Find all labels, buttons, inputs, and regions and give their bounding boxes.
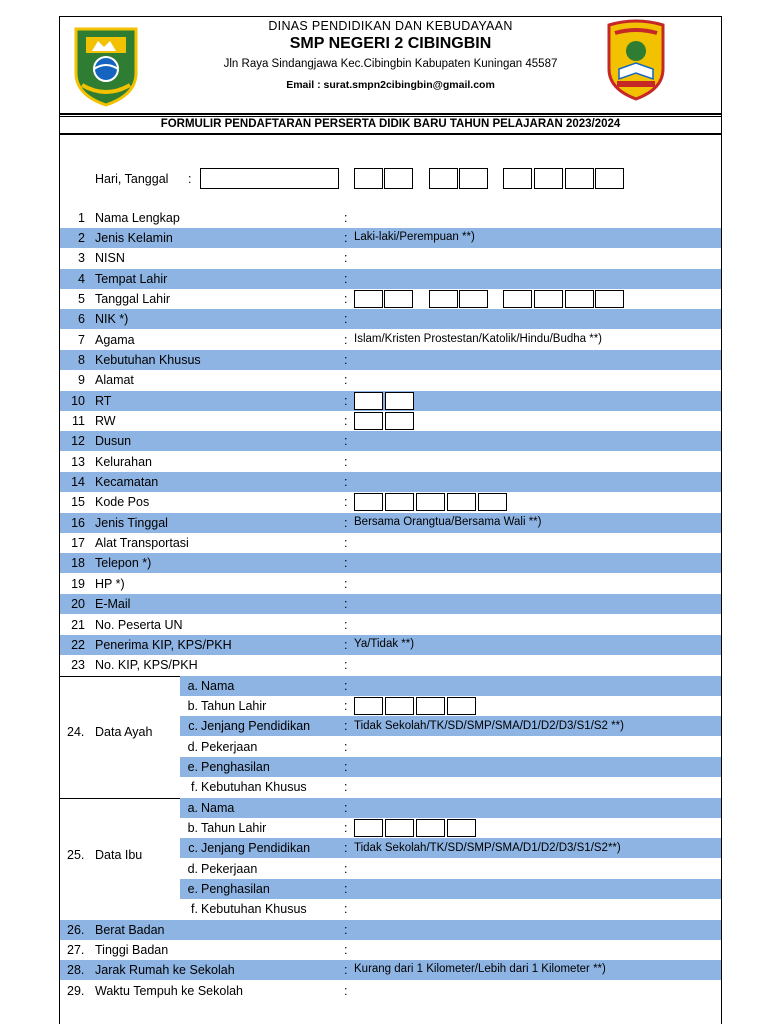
row-colon: : — [344, 414, 348, 428]
row-number: 7 — [78, 332, 85, 347]
row-colon: : — [344, 556, 348, 571]
row-15-digit-box-3[interactable] — [416, 493, 445, 511]
sub-colon: : — [344, 882, 348, 897]
form-row-23 — [60, 655, 721, 675]
group-label: Data Ayah — [95, 725, 153, 740]
row-value[interactable]: Ya/Tidak **) — [354, 637, 415, 650]
date-colon: : — [188, 172, 192, 186]
row-label: E-Mail — [95, 597, 131, 612]
sub-label: Tahun Lahir — [201, 698, 267, 713]
form-row-2 — [60, 228, 721, 248]
row-15-digit-box-2[interactable] — [385, 493, 414, 511]
group-divider — [60, 798, 180, 799]
ayah-tahun-lahir-digit-box-4[interactable] — [447, 697, 476, 715]
row-colon: : — [344, 495, 348, 510]
hari-tanggal-digit-box-5[interactable] — [503, 168, 532, 189]
form-row-28 — [60, 960, 721, 980]
year-box-holder — [60, 818, 721, 838]
tanggal-lahir-digit-box-8[interactable] — [595, 290, 624, 308]
row-number: 5 — [78, 291, 85, 306]
row-colon: : — [344, 312, 348, 327]
sub-colon: : — [344, 759, 348, 774]
row-colon: : — [344, 963, 348, 978]
school-name: SMP NEGERI 2 CIBINGBIN — [289, 35, 492, 52]
row-number: 11 — [72, 414, 85, 428]
row-label: Kode Pos — [95, 495, 150, 510]
row-colon: : — [344, 617, 348, 632]
row-label: No. KIP, KPS/PKH — [95, 658, 198, 673]
sub-label: Pekerjaan — [201, 861, 258, 876]
ibu-tahun-lahir-digit-box-2[interactable] — [385, 819, 414, 837]
title-divider — [60, 133, 721, 135]
form-row-5 — [60, 289, 721, 309]
row-colon: : — [344, 922, 348, 937]
row-number: 20 — [71, 597, 85, 612]
row-value[interactable]: Kurang dari 1 Kilometer/Lebih dari 1 Kilometer **) — [354, 963, 606, 976]
sub-label: Nama — [201, 678, 235, 693]
row-11-digit-box-2[interactable] — [385, 412, 414, 430]
form-row-10 — [60, 391, 721, 411]
row-label: HP *) — [95, 576, 125, 591]
row-colon: : — [344, 251, 348, 266]
row-15-digit-box-1[interactable] — [354, 493, 383, 511]
form-row-11 — [60, 411, 721, 431]
row-label: Jenis Kelamin — [95, 230, 173, 245]
hari-tanggal-digit-box-7[interactable] — [565, 168, 594, 189]
sub-letter: f. — [191, 780, 198, 795]
row-colon: : — [344, 373, 348, 388]
row-colon: : — [344, 352, 348, 367]
ibu-tahun-lahir-digit-box-3[interactable] — [416, 819, 445, 837]
sub-colon: : — [344, 841, 348, 856]
sub-label: Kebutuhan Khusus — [201, 780, 307, 795]
date-row — [60, 168, 721, 192]
sub-letter: e. — [187, 882, 198, 897]
row-label: No. Peserta UN — [95, 617, 183, 632]
row-label: Agama — [95, 332, 135, 347]
tanggal-lahir-digit-box-2[interactable] — [384, 290, 413, 308]
form-row-20 — [60, 594, 721, 614]
row-label: Berat Badan — [95, 922, 165, 937]
row-number: 27. — [67, 943, 85, 958]
hari-tanggal-digit-box-4[interactable] — [459, 168, 488, 189]
form-title: FORMULIR PENDAFTARAN PERSERTA DIDIK BARU TAHUN PELAJARAN 2023/2024 — [160, 118, 621, 130]
sub-label: Tahun Lahir — [201, 821, 267, 835]
sub-label: Nama — [201, 800, 235, 815]
row-label: Telepon *) — [95, 556, 152, 571]
row-colon: : — [344, 230, 348, 245]
form-row-16 — [60, 513, 721, 533]
row-number: 3 — [78, 251, 85, 266]
row-number: 9 — [78, 373, 85, 388]
row-number: 16 — [71, 515, 85, 530]
row-label: NISN — [95, 251, 125, 266]
year-box-holder — [60, 696, 721, 716]
row-number: 13 — [71, 454, 85, 469]
sub-letter: e. — [187, 759, 198, 774]
row-number: 21 — [71, 617, 85, 632]
row-colon: : — [344, 271, 348, 286]
day-name-input[interactable] — [200, 168, 339, 189]
school-email: Email : surat.smpn2cibingbin@gmail.com — [286, 79, 495, 91]
row-label: RW — [95, 414, 116, 428]
row-label: RT — [95, 393, 112, 408]
row-label: Kecamatan — [95, 475, 159, 490]
sub-label: Pekerjaan — [201, 739, 258, 754]
form-row-21 — [60, 615, 721, 635]
row-number: 26. — [67, 922, 85, 937]
sub-letter: a. — [187, 800, 198, 815]
tanggal-lahir-digit-box-3[interactable] — [429, 290, 458, 308]
sub-row-nama — [180, 676, 721, 696]
row-number: 22 — [71, 637, 85, 652]
sub-colon: : — [344, 678, 348, 693]
row-number: 18 — [71, 556, 85, 571]
row-label: NIK *) — [95, 312, 129, 327]
form-row-7 — [60, 330, 721, 350]
sub-colon: : — [344, 821, 348, 835]
form-row-17 — [60, 533, 721, 553]
row-label: Penerima KIP, KPS/PKH — [95, 637, 232, 652]
sub-letter: d. — [187, 739, 198, 754]
row-label: Alat Transportasi — [95, 536, 189, 551]
agency-name: DINAS PENDIDIKAN DAN KEBUDAYAAN — [268, 19, 513, 33]
form-row-22 — [60, 635, 721, 655]
form-sheet — [59, 16, 722, 1024]
row-number: 8 — [78, 352, 85, 367]
row-10-digit-box-2[interactable] — [385, 392, 414, 410]
sub-row-nama — [180, 798, 721, 818]
sub-letter: f. — [191, 902, 198, 917]
row-number: 4 — [78, 271, 85, 286]
row-value[interactable]: Laki-laki/Perempuan **) — [354, 230, 475, 243]
ayah-tahun-lahir-digit-box-1[interactable] — [354, 697, 383, 715]
form-row-9 — [60, 370, 721, 390]
sub-label: Penghasilan — [201, 759, 270, 774]
sub-label: Jenjang Pendidikan — [201, 841, 311, 856]
row-label: Alamat — [95, 373, 134, 388]
row-label: Kelurahan — [95, 454, 152, 469]
tanggal-lahir-digit-box-5[interactable] — [503, 290, 532, 308]
row-label: Tanggal Lahir — [95, 291, 171, 306]
sub-row-pekerjaan — [180, 859, 721, 879]
row-colon: : — [344, 475, 348, 490]
form-row-29 — [60, 981, 721, 1001]
sub-letter: d. — [187, 861, 198, 876]
form-row-26 — [60, 920, 721, 940]
date-label: Hari, Tanggal — [95, 172, 169, 186]
row-10-digit-box-1[interactable] — [354, 392, 383, 410]
tanggal-lahir-digit-box-1[interactable] — [354, 290, 383, 308]
row-label: Waktu Tempuh ke Sekolah — [95, 983, 243, 998]
sub-value[interactable]: Tidak Sekolah/TK/SD/SMP/SMA/D1/D2/D3/S1/S2 **) — [354, 720, 624, 733]
row-colon: : — [344, 454, 348, 469]
row-number: 28. — [67, 963, 85, 978]
sub-colon: : — [344, 902, 348, 917]
row-colon: : — [344, 576, 348, 591]
hari-tanggal-digit-box-3[interactable] — [429, 168, 458, 189]
row-label: Kebutuhan Khusus — [95, 352, 201, 367]
sub-row-pekerjaan — [180, 737, 721, 757]
row-number: 12 — [71, 434, 85, 449]
row-colon: : — [344, 393, 348, 408]
row-colon: : — [344, 597, 348, 612]
row-15-digit-box-4[interactable] — [447, 493, 476, 511]
form-row-27 — [60, 940, 721, 960]
sub-letter: b. — [187, 821, 198, 835]
group-number: 25. — [67, 847, 85, 862]
row-colon: : — [344, 434, 348, 449]
ibu-tahun-lahir-digit-box-1[interactable] — [354, 819, 383, 837]
row-colon: : — [344, 210, 348, 225]
sub-letter: a. — [187, 678, 198, 693]
sub-value[interactable]: Tidak Sekolah/TK/SD/SMP/SMA/D1/D2/D3/S1/S2**) — [354, 842, 621, 855]
sub-letter: c. — [188, 841, 198, 856]
row-number: 29. — [67, 983, 85, 998]
form-row-4 — [60, 269, 721, 289]
row-15-digit-box-5[interactable] — [478, 493, 507, 511]
sub-label: Penghasilan — [201, 882, 270, 897]
row-label: Tinggi Badan — [95, 943, 169, 958]
sub-letter: b. — [187, 698, 198, 713]
row-colon: : — [344, 658, 348, 673]
row-colon: : — [344, 515, 348, 530]
row-number: 2 — [78, 230, 85, 245]
sub-letter: c. — [188, 719, 198, 734]
row-number: 19 — [71, 576, 85, 591]
tanggal-lahir-digit-box-6[interactable] — [534, 290, 563, 308]
header-divider — [60, 113, 721, 115]
tanggal-lahir-digit-box-7[interactable] — [565, 290, 594, 308]
row-number: 1 — [78, 210, 85, 225]
row-label: Dusun — [95, 434, 132, 449]
form-row-15 — [60, 492, 721, 512]
row-number: 14 — [71, 475, 85, 490]
tanggal-lahir-digit-box-4[interactable] — [459, 290, 488, 308]
ayah-tahun-lahir-digit-box-3[interactable] — [416, 697, 445, 715]
form-row-6 — [60, 309, 721, 329]
form-row-14 — [60, 472, 721, 492]
form-row-8 — [60, 350, 721, 370]
sub-label: Kebutuhan Khusus — [201, 902, 307, 917]
form-row-12 — [60, 431, 721, 451]
school-address: Jln Raya Sindangjawa Kec.Cibingbin Kabupaten Kuningan 45587 — [223, 58, 558, 70]
hari-tanggal-digit-box-8[interactable] — [595, 168, 624, 189]
form-row-13 — [60, 452, 721, 472]
hari-tanggal-digit-box-1[interactable] — [354, 168, 383, 189]
row-colon: : — [344, 332, 348, 347]
row-11-digit-box-1[interactable] — [354, 412, 383, 430]
row-number: 23 — [71, 658, 85, 673]
row-colon: : — [344, 637, 348, 652]
form-row-1 — [60, 208, 721, 228]
form-row-18 — [60, 553, 721, 573]
sub-colon: : — [344, 800, 348, 815]
row-number: 17 — [71, 536, 85, 551]
group-number: 24. — [67, 725, 85, 740]
header-divider-thin — [60, 116, 721, 117]
sub-colon: : — [344, 698, 348, 713]
sub-label: Jenjang Pendidikan — [201, 719, 311, 734]
row-value[interactable]: Islam/Kristen Prostestan/Katolik/Hindu/Budha **) — [354, 332, 603, 345]
row-label: Jarak Rumah ke Sekolah — [95, 963, 235, 978]
ibu-tahun-lahir-digit-box-4[interactable] — [447, 819, 476, 837]
row-label: Tempat Lahir — [95, 271, 168, 286]
row-value[interactable]: Bersama Orangtua/Bersama Wali **) — [354, 515, 542, 528]
row-number: 15 — [71, 495, 85, 510]
row-colon: : — [344, 983, 348, 998]
hari-tanggal-digit-box-2[interactable] — [384, 168, 413, 189]
row-colon: : — [344, 943, 348, 958]
row-number: 6 — [78, 312, 85, 327]
row-label: Nama Lengkap — [95, 210, 180, 225]
sub-colon: : — [344, 780, 348, 795]
group-divider — [60, 676, 180, 677]
row-number: 10 — [71, 393, 85, 408]
ayah-tahun-lahir-digit-box-2[interactable] — [385, 697, 414, 715]
sub-colon: : — [344, 739, 348, 754]
sub-colon: : — [344, 861, 348, 876]
hari-tanggal-digit-box-6[interactable] — [534, 168, 563, 189]
row-label: Jenis Tinggal — [95, 515, 168, 530]
row-colon: : — [344, 291, 348, 306]
group-label: Data Ibu — [95, 847, 143, 862]
row-colon: : — [344, 536, 348, 551]
form-row-3 — [60, 248, 721, 268]
form-row-19 — [60, 574, 721, 594]
sub-colon: : — [344, 719, 348, 734]
